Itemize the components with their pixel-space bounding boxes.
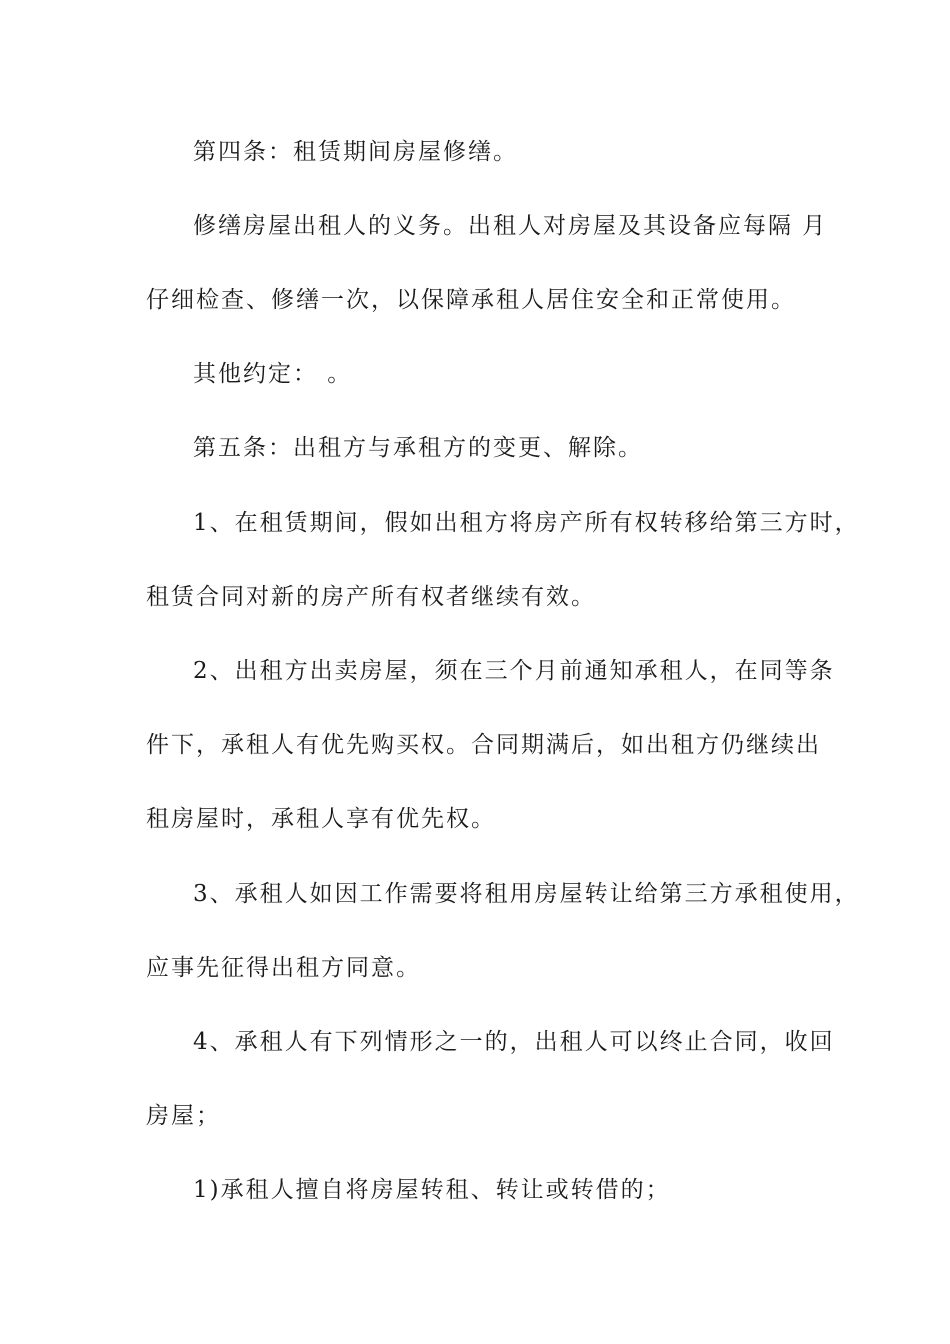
clause-1-line-2: 租赁合同对新的房产所有权者继续有效。 — [146, 584, 596, 610]
clause-4-line-2: 房屋； — [146, 1103, 221, 1129]
clause-4-line-1: 4、承租人有下列情形之一的，出租人可以终止合同，收回 — [193, 1029, 835, 1055]
repair-paragraph-line-1: 修缮房屋出租人的义务。出租人对房屋及其设备应每隔 月 — [193, 213, 828, 239]
sub-clause-1: 1)承租人擅自将房屋转租、转让或转借的； — [193, 1177, 671, 1203]
clause-3-line-1: 3、承租人如因工作需要将租用房屋转让给第三方承租使用， — [193, 881, 860, 907]
other-agreement-line: 其他约定： 。 — [193, 361, 353, 387]
clause-3-line-2: 应事先征得出租方同意。 — [146, 955, 421, 981]
clause-1-line-1: 1、在租赁期间，假如出租方将房产所有权转移给第三方时， — [193, 510, 860, 536]
article-5-heading: 第五条：出租方与承租方的变更、解除。 — [193, 435, 643, 461]
article-4-heading: 第四条：租赁期间房屋修缮。 — [193, 139, 518, 165]
clause-2-line-2: 件下，承租人有优先购买权。合同期满后，如出租方仍继续出 — [146, 732, 821, 758]
repair-paragraph-line-2: 仔细检查、修缮一次，以保障承租人居住安全和正常使用。 — [146, 287, 796, 313]
clause-2-line-3: 租房屋时，承租人享有优先权。 — [146, 806, 496, 832]
clause-2-line-1: 2、出租方出卖房屋，须在三个月前通知承租人，在同等条 — [193, 658, 835, 684]
